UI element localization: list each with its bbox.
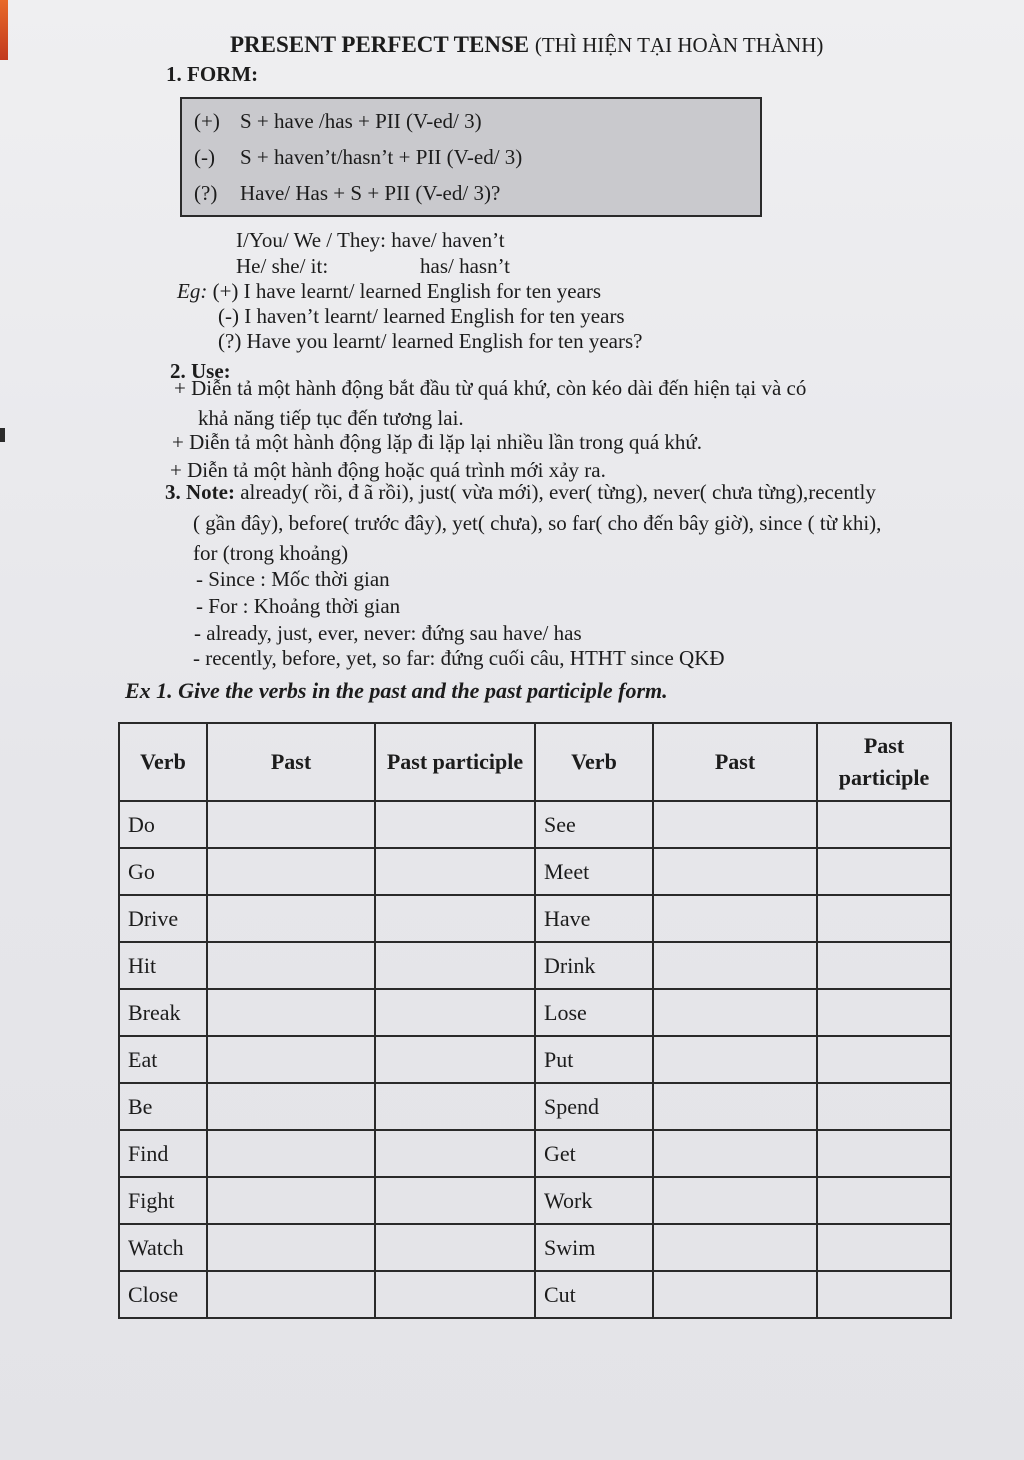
- verb-cell: Swim: [535, 1224, 653, 1271]
- past-participle-blank-cell[interactable]: [817, 1036, 951, 1083]
- past-blank-cell[interactable]: [653, 1271, 817, 1318]
- form-row-question: [194, 181, 500, 206]
- verb-cell: Be: [119, 1083, 207, 1130]
- table-body: [119, 801, 951, 1318]
- verb-cell: Have: [535, 895, 653, 942]
- exercise-title: Ex 1. Give the verbs in the past and the past participle form.: [125, 678, 668, 703]
- edge-color-mark: [0, 0, 8, 60]
- form-text: Have/ Has + S + PII (V-ed/ 3)?: [240, 181, 501, 205]
- past-blank-cell[interactable]: [653, 1036, 817, 1083]
- table-row: [119, 848, 951, 895]
- section-use-heading: 2. Use:: [170, 359, 231, 383]
- verb-cell: Do: [119, 801, 207, 848]
- form-text: S + have /has + PII (V-ed/ 3): [240, 109, 482, 133]
- past-blank-cell[interactable]: [207, 1271, 375, 1318]
- past-blank-cell[interactable]: [653, 1130, 817, 1177]
- table-row: [119, 1083, 951, 1130]
- table-row: [119, 1224, 951, 1271]
- form-row-negative: [194, 145, 522, 170]
- past-blank-cell[interactable]: [207, 801, 375, 848]
- verb-cell: Cut: [535, 1271, 653, 1318]
- note-text: already( rồi, đ ã rồi), just( vừa mới), ever( từng), never( chưa từng),recently: [240, 480, 876, 504]
- past-participle-blank-cell[interactable]: [375, 1083, 535, 1130]
- past-blank-cell[interactable]: [207, 1177, 375, 1224]
- past-participle-blank-cell[interactable]: [375, 801, 535, 848]
- past-blank-cell[interactable]: [207, 1083, 375, 1130]
- example-negative: (-) I haven’t learnt/ learned English for ten years: [218, 304, 625, 328]
- past-blank-cell[interactable]: [207, 848, 375, 895]
- verb-cell: Watch: [119, 1224, 207, 1271]
- subject-singular: He/ she/ it:: [236, 254, 329, 278]
- use-item: + Diễn tả một hành động bắt đầu từ quá khứ, còn kéo dài đến hiện tại và có: [174, 376, 807, 400]
- table-row: [119, 1271, 951, 1318]
- form-symbol: (+): [194, 109, 220, 133]
- header-verb: Verb: [535, 723, 653, 801]
- note-bullet: - Since : Mốc thời gian: [196, 567, 390, 591]
- table-row: [119, 895, 951, 942]
- header-past: Past: [653, 723, 817, 801]
- page-title: [230, 32, 823, 58]
- verb-table: [118, 722, 952, 1319]
- subject-line-plural: I/You/ We / They: have/ haven’t: [236, 228, 505, 252]
- note-line: [165, 480, 876, 505]
- section-form-heading: 1. FORM:: [166, 62, 259, 86]
- verb-cell: See: [535, 801, 653, 848]
- note-line: ( gần đây), before( trước đây), yet( chưa), so far( cho đến bây giờ), since ( từ khi),: [193, 511, 882, 535]
- past-participle-blank-cell[interactable]: [817, 989, 951, 1036]
- past-participle-blank-cell[interactable]: [817, 1224, 951, 1271]
- example-positive: [177, 279, 601, 304]
- verb-cell: Go: [119, 848, 207, 895]
- form-text: S + haven’t/hasn’t + PII (V-ed/ 3): [240, 145, 523, 169]
- past-participle-blank-cell[interactable]: [375, 1271, 535, 1318]
- title-vietnamese: (THÌ HIỆN TẠI HOÀN THÀNH): [534, 33, 824, 57]
- past-participle-blank-cell[interactable]: [375, 989, 535, 1036]
- past-blank-cell[interactable]: [653, 801, 817, 848]
- form-symbol: (-): [194, 145, 215, 169]
- past-blank-cell[interactable]: [653, 942, 817, 989]
- past-participle-blank-cell[interactable]: [375, 895, 535, 942]
- past-participle-blank-cell[interactable]: [817, 1177, 951, 1224]
- past-blank-cell[interactable]: [207, 942, 375, 989]
- example-positive-text: (+) I have learnt/ learned English for ten years: [212, 279, 602, 303]
- use-item-continued: khả năng tiếp tục đến tương lai.: [198, 406, 464, 430]
- past-participle-blank-cell[interactable]: [375, 1177, 535, 1224]
- use-item: + Diễn tả một hành động lặp đi lặp lại nhiều lần trong quá khứ.: [172, 430, 703, 454]
- past-participle-blank-cell[interactable]: [817, 801, 951, 848]
- past-blank-cell[interactable]: [653, 1083, 817, 1130]
- verb-cell: Meet: [535, 848, 653, 895]
- verb-cell: Get: [535, 1130, 653, 1177]
- past-participle-blank-cell[interactable]: [817, 1083, 951, 1130]
- header-past: Past: [207, 723, 375, 801]
- verb-cell: Work: [535, 1177, 653, 1224]
- example-label: Eg:: [177, 279, 208, 303]
- verb-cell: Fight: [119, 1177, 207, 1224]
- past-participle-blank-cell[interactable]: [817, 942, 951, 989]
- past-participle-blank-cell[interactable]: [375, 1036, 535, 1083]
- table-header-row: [119, 723, 951, 801]
- subject-line-singular: [236, 254, 511, 279]
- verb-cell: Spend: [535, 1083, 653, 1130]
- past-participle-blank-cell[interactable]: [375, 1224, 535, 1271]
- use-item: + Diễn tả một hành động hoặc quá trình mới xảy ra.: [170, 458, 606, 482]
- past-participle-blank-cell[interactable]: [817, 1130, 951, 1177]
- note-bullet: - already, just, ever, never: đứng sau have/ has: [194, 621, 582, 645]
- form-symbol: (?): [194, 181, 218, 205]
- form-row-positive: [194, 109, 482, 134]
- table-row: [119, 1177, 951, 1224]
- verb-singular: has/ hasn’t: [420, 254, 511, 278]
- edge-mark: [0, 428, 5, 442]
- past-blank-cell[interactable]: [207, 895, 375, 942]
- verb-cell: Close: [119, 1271, 207, 1318]
- past-blank-cell[interactable]: [653, 989, 817, 1036]
- verb-cell: Break: [119, 989, 207, 1036]
- example-question: (?) Have you learnt/ learned English for ten years?: [218, 329, 643, 353]
- past-participle-blank-cell[interactable]: [375, 942, 535, 989]
- past-blank-cell[interactable]: [653, 848, 817, 895]
- title-main: PRESENT PERFECT TENSE: [230, 32, 530, 57]
- verb-cell: Put: [535, 1036, 653, 1083]
- table-row: [119, 942, 951, 989]
- past-blank-cell[interactable]: [653, 895, 817, 942]
- note-line: for (trong khoảng): [193, 541, 349, 565]
- past-participle-blank-cell[interactable]: [817, 895, 951, 942]
- verb-cell: Find: [119, 1130, 207, 1177]
- past-blank-cell[interactable]: [207, 1130, 375, 1177]
- past-participle-blank-cell[interactable]: [375, 1130, 535, 1177]
- table-row: [119, 1130, 951, 1177]
- table-row: [119, 1036, 951, 1083]
- note-label: 3. Note:: [165, 480, 235, 504]
- verb-cell: Drive: [119, 895, 207, 942]
- verb-cell: Drink: [535, 942, 653, 989]
- verb-cell: Hit: [119, 942, 207, 989]
- past-participle-blank-cell[interactable]: [375, 848, 535, 895]
- table-row: [119, 801, 951, 848]
- form-box: [180, 97, 762, 217]
- past-blank-cell[interactable]: [653, 1224, 817, 1271]
- note-bullet: - For : Khoảng thời gian: [196, 594, 401, 618]
- header-past-participle: Past participle: [375, 723, 535, 801]
- past-participle-blank-cell[interactable]: [817, 1271, 951, 1318]
- past-blank-cell[interactable]: [207, 1036, 375, 1083]
- past-blank-cell[interactable]: [653, 1177, 817, 1224]
- note-bullet: - recently, before, yet, so far: đứng cuối câu, HTHT since QKĐ: [193, 646, 725, 670]
- table-row: [119, 989, 951, 1036]
- verb-cell: Lose: [535, 989, 653, 1036]
- past-blank-cell[interactable]: [207, 989, 375, 1036]
- past-participle-blank-cell[interactable]: [817, 848, 951, 895]
- verb-cell: Eat: [119, 1036, 207, 1083]
- past-blank-cell[interactable]: [207, 1224, 375, 1271]
- header-verb: Verb: [119, 723, 207, 801]
- header-past-participle: Past participle: [817, 723, 951, 801]
